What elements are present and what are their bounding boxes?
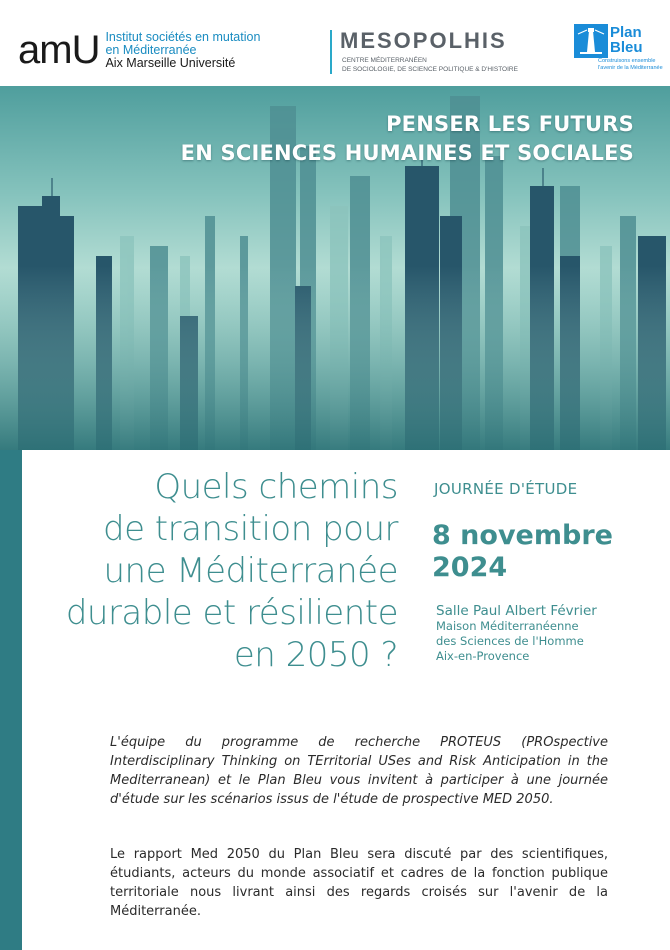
planbleu-word-plan: Plan: [610, 24, 642, 41]
amu-logo-mark: amU: [18, 28, 100, 72]
mesopolhis-name: MESOPOLHIS: [340, 28, 507, 53]
intro-paragraph: L'équipe du programme de recherche PROTEUS (PROspective Interdisciplinary Thinking on TErritorial USes and Risk Anticipation in the Mediterranean) et le Plan Bleu vous invitent à participer à une journée d'étude sur les scénarios issus de l'étude de prospective MED 2050.: [110, 735, 608, 807]
logo-header: [0, 0, 670, 86]
question-line: une Méditerranée: [103, 551, 398, 591]
event-date-year: 2024: [432, 552, 508, 583]
venue-building-line2: des Sciences de l'Homme: [436, 634, 584, 648]
question-line: Quels chemins: [154, 467, 398, 507]
event-venue: [436, 603, 597, 664]
amu-logo-text: [105, 31, 260, 70]
venue-building-line1: Maison Méditerranéenne: [436, 619, 579, 633]
event-date-day-month: 8 novembre: [432, 520, 613, 551]
mesopolhis-sub2: DE SOCIOLOGIE, DE SCIENCE POLITIQUE & D'HISTOIRE: [342, 66, 518, 73]
amu-institute-line2: en Méditerranée: [105, 42, 197, 57]
question-line: en 2050 ?: [233, 635, 398, 675]
venue-city: Aix-en-Provence: [436, 649, 530, 663]
planbleu-tag2: l'avenir de la Méditerranée: [598, 65, 663, 71]
hero-title-line1: PENSER LES FUTURS: [386, 112, 634, 136]
amu-university: Aix Marseille Université: [105, 55, 236, 70]
mesopolhis-divider: [330, 30, 332, 74]
amu-logo: [18, 30, 260, 70]
lighthouse-icon: [574, 24, 608, 58]
planbleu-tagline: [598, 58, 663, 72]
hero-title-line2: EN SCIENCES HUMAINES ET SOCIALES: [180, 141, 634, 165]
event-question-title: [0, 466, 398, 676]
amu-institute-line1: Institut sociétés en mutation: [105, 29, 261, 44]
main-panel: [22, 450, 670, 950]
event-type-label: JOURNÉE D'ÉTUDE: [434, 480, 578, 498]
hero-city-illustration: [0, 86, 670, 450]
mesopolhis-subtitle: [342, 56, 518, 74]
question-line: de transition pour: [102, 509, 398, 549]
planbleu-logo: [572, 24, 663, 80]
mesopolhis-sub1: CENTRE MÉDITERRANÉEN: [342, 57, 427, 64]
planbleu-tag1: Construisons ensemble: [598, 58, 656, 64]
hero-title: [181, 110, 634, 168]
event-date: [432, 520, 613, 584]
question-line: durable et résiliente: [65, 593, 398, 633]
planbleu-word-bleu: Bleu: [610, 39, 643, 56]
description-paragraph: Le rapport Med 2050 du Plan Bleu sera discuté par des scientifiques, étudiants, acteurs du monde associatif et cadres de la fonction publique territoriale nous livrant ainsi des regards croisés sur l'avenir de la Méditerranée.: [110, 847, 608, 919]
venue-room: Salle Paul Albert Février: [436, 603, 597, 619]
